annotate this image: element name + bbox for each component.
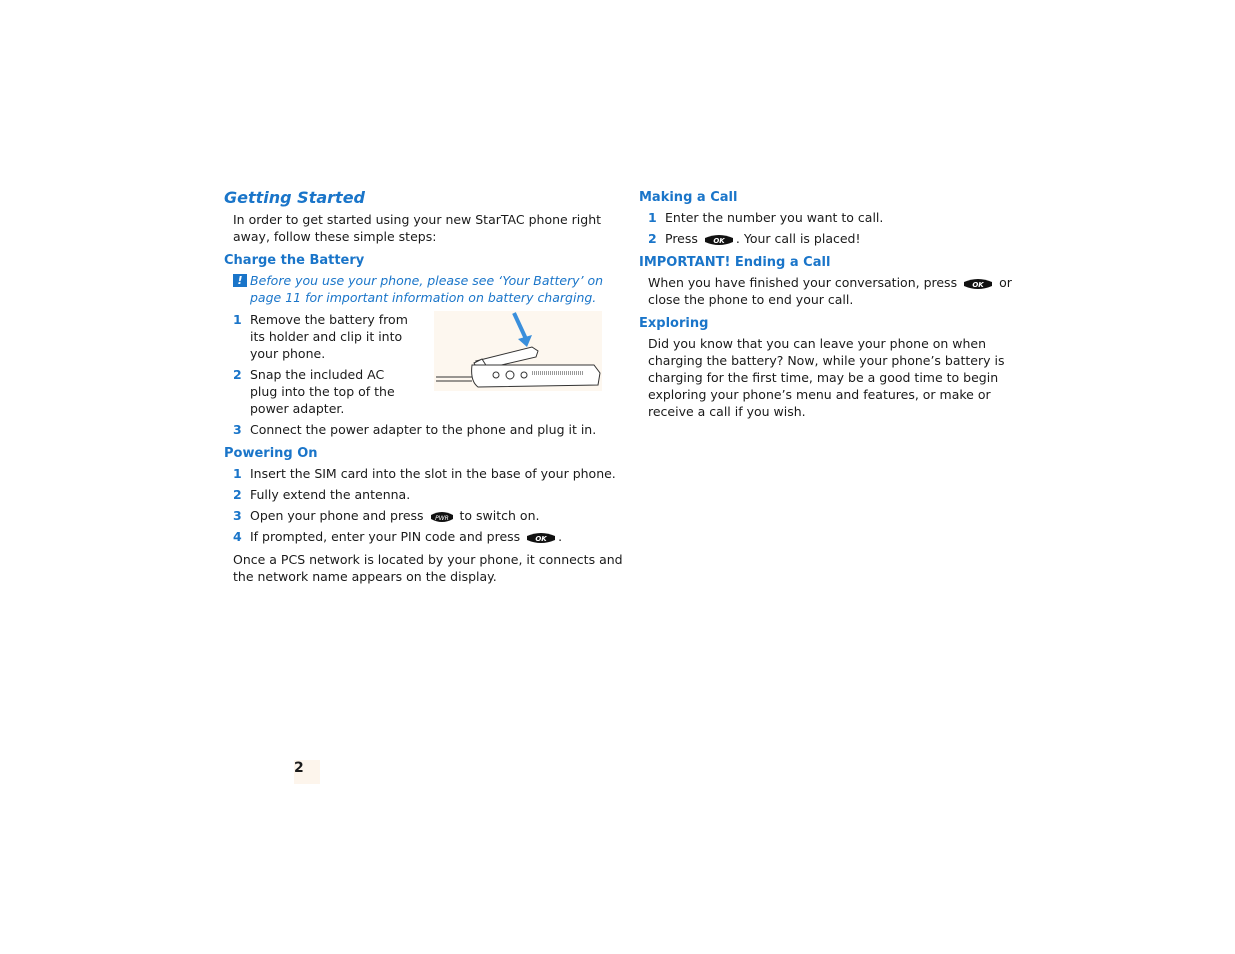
ending-text [648, 274, 1039, 308]
ending-text-before: When you have finished your conversation, press [648, 275, 958, 290]
step-number: 2 [648, 231, 657, 246]
list-item [233, 486, 624, 503]
step-number: 2 [233, 367, 242, 382]
step-number: 2 [233, 487, 242, 502]
power-heading: Powering On [224, 446, 318, 461]
step-text: Enter the number you want to call. [665, 210, 884, 225]
exploring-heading: Exploring [639, 316, 709, 331]
ending-text-after: or close the phone to end your call. [648, 275, 1012, 307]
step-number: 1 [233, 466, 242, 481]
list-item [233, 528, 624, 545]
step-text-after: . [558, 529, 563, 544]
ok-key-icon [962, 277, 994, 291]
list-item [648, 209, 1039, 226]
ending-heading: IMPORTANT! Ending a Call [639, 255, 831, 270]
list-item [233, 311, 414, 362]
step-text-after: . Your call is placed! [735, 231, 861, 246]
intro-text: In order to get started using your new StarTAC phone right away, follow these simple steps: [233, 212, 602, 244]
step-text-after: to switch on. [459, 508, 540, 523]
ok-key-icon [525, 531, 557, 545]
phone-battery-illustration [434, 311, 602, 391]
ok-key-label: OK [535, 534, 547, 543]
list-item [233, 507, 624, 524]
ok-key-label: OK [972, 280, 984, 289]
step-text: Remove the battery from its holder and clip it into your phone. [250, 312, 408, 361]
pwr-key-icon [429, 510, 455, 524]
list-item [648, 230, 1039, 247]
page-number [294, 760, 320, 784]
step-number: 1 [648, 210, 657, 225]
warning-icon: ! [233, 274, 247, 287]
step-text: Press [665, 231, 698, 246]
charge-heading: Charge the Battery [224, 253, 365, 268]
right-column [639, 188, 1039, 420]
step-text: Open your phone and press [250, 508, 424, 523]
pwr-key-label: PWR [434, 514, 449, 522]
page-number-text: 2 [294, 760, 304, 776]
battery-warning [233, 272, 624, 306]
ok-key-icon [703, 233, 735, 247]
step-number: 4 [233, 529, 242, 544]
step-number: 3 [233, 422, 242, 437]
call-heading: Making a Call [639, 190, 738, 205]
section-title: Getting Started [224, 188, 365, 207]
step-text: Insert the SIM card into the slot in the base of your phone. [250, 466, 616, 481]
step-text: If prompted, enter your PIN code and press [250, 529, 521, 544]
step-number: 3 [233, 508, 242, 523]
battery-warning-text: Before you use your phone, please see ‘Your Battery’ on page 11 for important information on battery charging. [250, 273, 604, 305]
left-column [224, 188, 624, 585]
list-item [233, 366, 414, 417]
step-number: 1 [233, 312, 242, 327]
power-outro-text: Once a PCS network is located by your phone, it connects and the network name appears on the display. [233, 552, 623, 584]
exploring-text: Did you know that you can leave your phone on when charging the battery? Now, while your phone’s battery is charging for the first time, may be a good time to begin exploring your phone’s menu and features, or make or receive a call if you wish. [648, 336, 1005, 419]
step-text: Fully extend the antenna. [250, 487, 411, 502]
battery-steps-block [224, 311, 624, 417]
step-text: Connect the power adapter to the phone and plug it in. [250, 422, 597, 437]
ok-key-label: OK [713, 236, 725, 245]
list-item [233, 465, 624, 482]
step-text: Snap the included AC plug into the top of the power adapter. [250, 367, 395, 416]
list-item [233, 421, 624, 438]
